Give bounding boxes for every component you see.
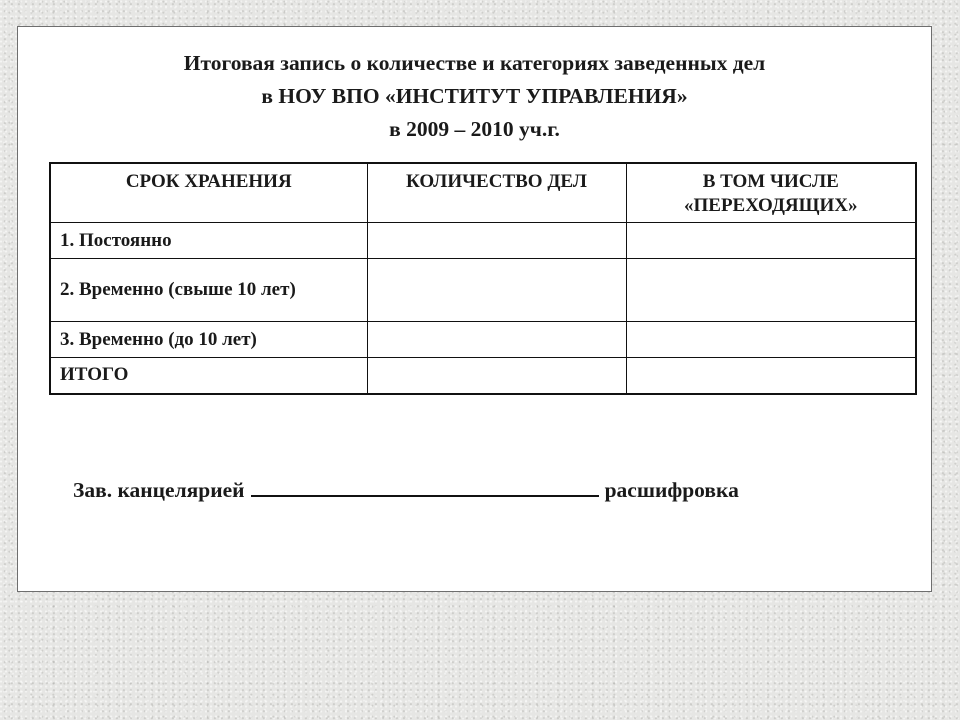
carried-over-cell xyxy=(626,259,916,322)
row-label: ИТОГО xyxy=(50,358,367,394)
signature-blank xyxy=(251,477,599,497)
case-count-cell xyxy=(367,322,626,358)
row-label: 2. Временно (свыше 10 лет) xyxy=(50,259,367,322)
title-line-3: в 2009 – 2010 уч.г. xyxy=(389,117,560,141)
carried-over-cell xyxy=(626,322,916,358)
signature-label: Зав. канцелярией xyxy=(73,478,245,502)
signature-line xyxy=(73,477,739,503)
header-carried-over: В ТОМ ЧИСЛЕ «ПЕРЕХОДЯЩИХ» xyxy=(626,163,916,223)
header-case-count: КОЛИЧЕСТВО ДЕЛ xyxy=(367,163,626,223)
row-label: 1. Постоянно xyxy=(50,223,367,259)
header-storage-period: СРОК ХРАНЕНИЯ xyxy=(50,163,367,223)
row-label: 3. Временно (до 10 лет) xyxy=(50,322,367,358)
title-line-1: Итоговая запись о количестве и категориях заведенных дел xyxy=(183,51,766,75)
title-line-2: в НОУ ВПО «ИНСТИТУТ УПРАВЛЕНИЯ» xyxy=(261,84,688,108)
table-row xyxy=(50,358,916,394)
carried-over-cell xyxy=(626,358,916,394)
table-row xyxy=(50,322,916,358)
document-title xyxy=(18,47,931,146)
cases-table xyxy=(49,162,917,395)
signature-suffix: расшифровка xyxy=(604,478,739,502)
case-count-cell xyxy=(367,259,626,322)
carried-over-cell xyxy=(626,223,916,259)
table-row xyxy=(50,223,916,259)
document-panel xyxy=(17,26,932,592)
table-header-row xyxy=(50,163,916,223)
case-count-cell xyxy=(367,358,626,394)
case-count-cell xyxy=(367,223,626,259)
table-row xyxy=(50,259,916,322)
